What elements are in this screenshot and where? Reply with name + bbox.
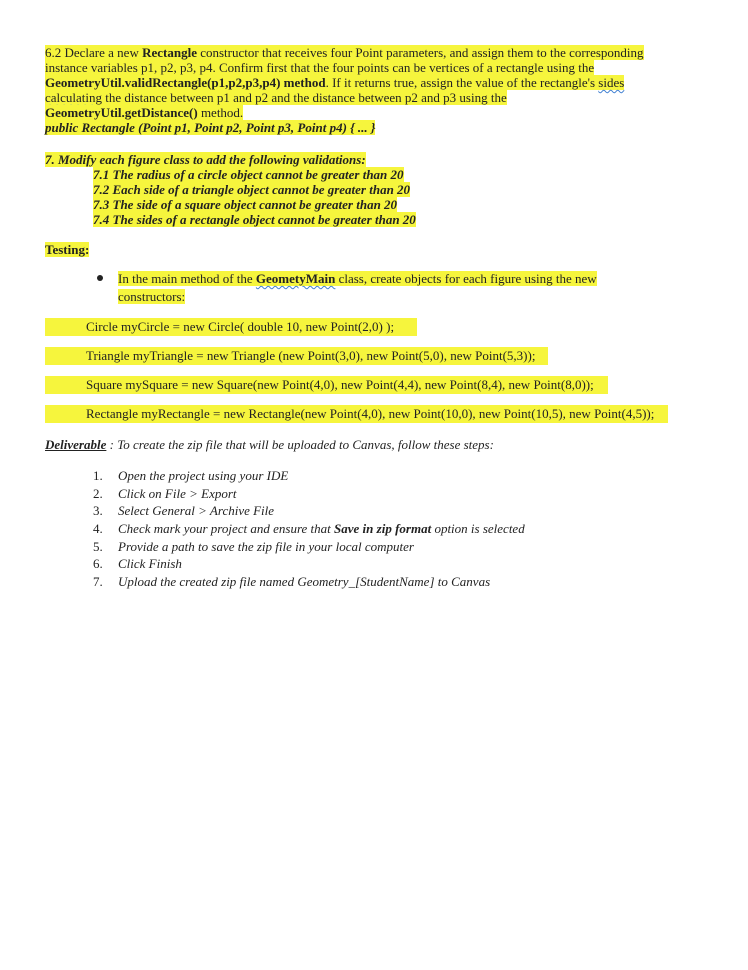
step-number: 2. xyxy=(93,486,103,501)
code-line-square: Square mySquare = new Square(new Point(4,0), new Point(4,4), new Point(8,4), new Point(8,0)); xyxy=(86,377,594,392)
text: 7.2 Each side of a triangle object cannot be greater than 20 xyxy=(93,182,411,197)
text: method xyxy=(280,75,326,90)
step-text: Select General > Archive File xyxy=(118,503,275,518)
section-6-2-line-5 xyxy=(45,105,243,120)
validation-item xyxy=(93,197,397,212)
validation-item xyxy=(93,212,416,227)
section-7-title xyxy=(45,152,366,167)
bullet-icon xyxy=(97,275,103,281)
step-text: Click Finish xyxy=(118,556,182,571)
text: constructor that receives four Point parameters, and assign them to the corresponding xyxy=(196,45,644,60)
validation-item xyxy=(93,182,410,197)
text: class, create objects for each figure using the new xyxy=(335,271,597,286)
testing-bullet-line-2 xyxy=(118,288,185,305)
text: 6.2 Declare a new xyxy=(45,45,143,60)
section-6-2-line-3 xyxy=(45,75,624,90)
step-text: Open the project using your IDE xyxy=(118,468,289,483)
text: : To create the zip file that will be uploaded to Canvas, follow these steps: xyxy=(106,437,494,452)
text: . If it returns true, assign the value of the rectangle's xyxy=(325,75,599,90)
step-text xyxy=(118,520,525,537)
text: 7.3 The side of a square object cannot be greater than 20 xyxy=(93,197,398,212)
text: Check mark your project and ensure that xyxy=(118,521,335,536)
spellcheck-word: calculating xyxy=(45,90,103,105)
section-6-2-line-4 xyxy=(45,90,507,105)
spellcheck-word: sides xyxy=(598,75,625,90)
text: Testing: xyxy=(45,242,90,257)
text: option is selected xyxy=(431,521,525,536)
code-line-rectangle: Rectangle myRectangle = new Rectangle(new Point(4,0), new Point(10,0), new Point(10,5), new Point(4,5)); xyxy=(86,406,655,421)
section-6-2-signature xyxy=(45,120,375,135)
option-name: Save in zip format xyxy=(334,521,432,536)
step-text: Click on File > Export xyxy=(118,486,237,501)
step-text: Upload the created zip file named Geometry_[StudentName] to Canvas xyxy=(118,574,491,589)
step-number: 1. xyxy=(93,468,103,483)
code-line-circle: Circle myCircle = new Circle( double 10, new Point(2,0) ); xyxy=(86,319,395,334)
text: 7.1 The radius of a circle object cannot be greater than 20 xyxy=(93,167,404,182)
method-name: GeometryUtil.validRectangle(p1,p2,p3,p4) xyxy=(45,75,281,90)
section-6-2-line-2 xyxy=(45,60,594,75)
text: 7. Modify each figure class to add the following validations: xyxy=(45,152,366,167)
text: constructors: xyxy=(118,289,186,304)
code-line-triangle: Triangle myTriangle = new Triangle (new Point(3,0), new Point(5,0), new Point(5,3)); xyxy=(86,348,536,363)
validation-item xyxy=(93,167,404,182)
constructor-signature: public Rectangle (Point p1, Point p2, Point p3, Point p4) { ... } xyxy=(45,120,376,135)
step-number: 5. xyxy=(93,539,103,554)
deliverable-line xyxy=(45,437,494,452)
testing-bullet-line-1 xyxy=(118,270,597,287)
step-text: Provide a path to save the zip file in your local computer xyxy=(118,539,414,554)
section-6-2-line-1 xyxy=(45,45,644,60)
step-number: 3. xyxy=(93,503,103,518)
deliverable-label: Deliverable xyxy=(45,437,107,452)
text: the distance between p1 and p2 and the distance between p2 and p3 using the xyxy=(102,90,507,105)
text: 7.4 The sides of a rectangle object cannot be greater than 20 xyxy=(93,212,416,227)
class-name: GeometyMain xyxy=(255,271,336,286)
text: method. xyxy=(197,105,244,120)
step-number: 6. xyxy=(93,556,103,571)
testing-heading xyxy=(45,242,89,257)
rectangle-keyword: Rectangle xyxy=(142,45,197,60)
step-number: 7. xyxy=(93,574,103,589)
text: instance variables p1, p2, p3, p4. Confirm first that the four points can be vertices of a rectangle using the xyxy=(45,60,595,75)
method-name: GeometryUtil.getDistance() xyxy=(45,105,198,120)
step-number: 4. xyxy=(93,521,103,536)
text: In the main method of the xyxy=(118,271,256,286)
